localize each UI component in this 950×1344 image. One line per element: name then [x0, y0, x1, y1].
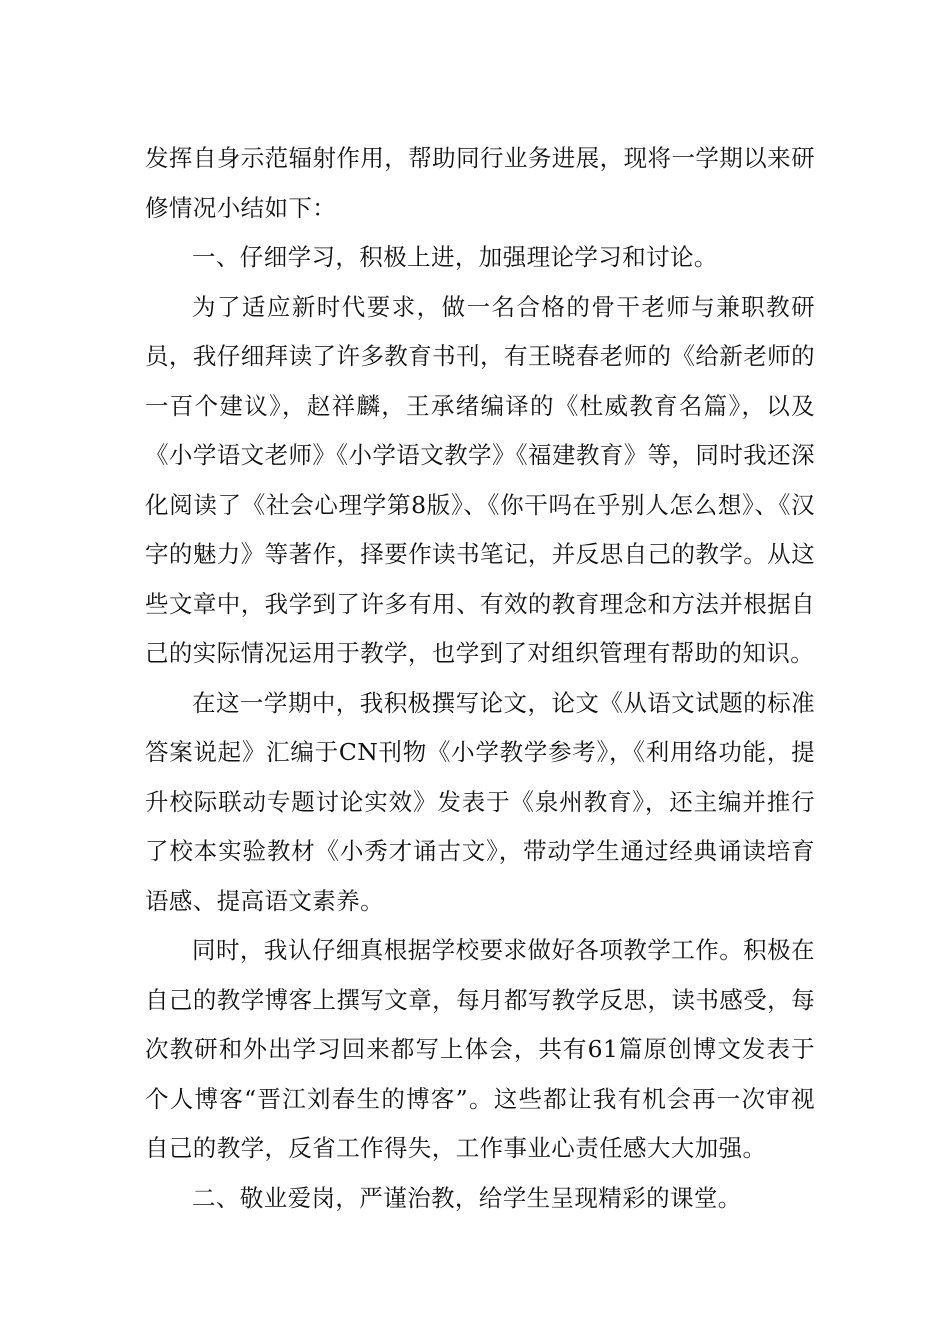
paragraph-intro-continuation: 发挥自身示范辐射作用，帮助同行业务进展，现将一学期以来研修情况小结如下： [145, 144, 815, 222]
paragraph-blog: 同时，我认仔细真根据学校要求做好各项教学工作。积极在自己的教学博客上撰写文章，每月都写教学反思，读书感受，每次教研和外出学习回来都写上体会，共有61篇原创博文发表于个人博客“晋江刘春生的博客”。这些都让我有机会再一次审视自己的教学，反省工作得失，工作事业心责任感大大加强。 [145, 936, 815, 1162]
paragraph-papers: 在这一学期中，我积极撰写论文，论文《从语文试题的标准答案说起》汇编于CN刊物《小学教学参考》，《利用络功能，提升校际联动专题讨论实效》发表于《泉州教育》，还主编并推行了校本实验教材《小秀才诵古文》，带动学生通过经典诵读培育语感、提高语文素养。 [145, 688, 815, 915]
section-heading-1: 一、仔细学习，积极上进，加强理论学习和讨论。 [192, 243, 718, 271]
section-heading-2: 二、敬业爱岗，严谨治教，给学生呈现精彩的课堂。 [192, 1183, 742, 1212]
paragraph-reading: 为了适应新时代要求，做一名合格的骨干老师与兼职教研员，我仔细拜读了许多教育书刊，有王晓春老师的《给新老师的一百个建议》，赵祥麟，王承绪编译的《杜威教育名篇》，以及《小学语文老师》《小学语文教学》《福建教育》等，同时我还深化阅读了《社会心理学第8版》、《你干吗在乎别人怎么想》、《汉字的魅力》等著作，择要作读书笔记，并反思自己的教学。从这些文章中，我学到了许多有用、有效的教育理念和方法并根据自己的实际情况运用于教学，也学到了对组织管理有帮助的知识。 [145, 292, 815, 667]
document-body [145, 134, 815, 1223]
